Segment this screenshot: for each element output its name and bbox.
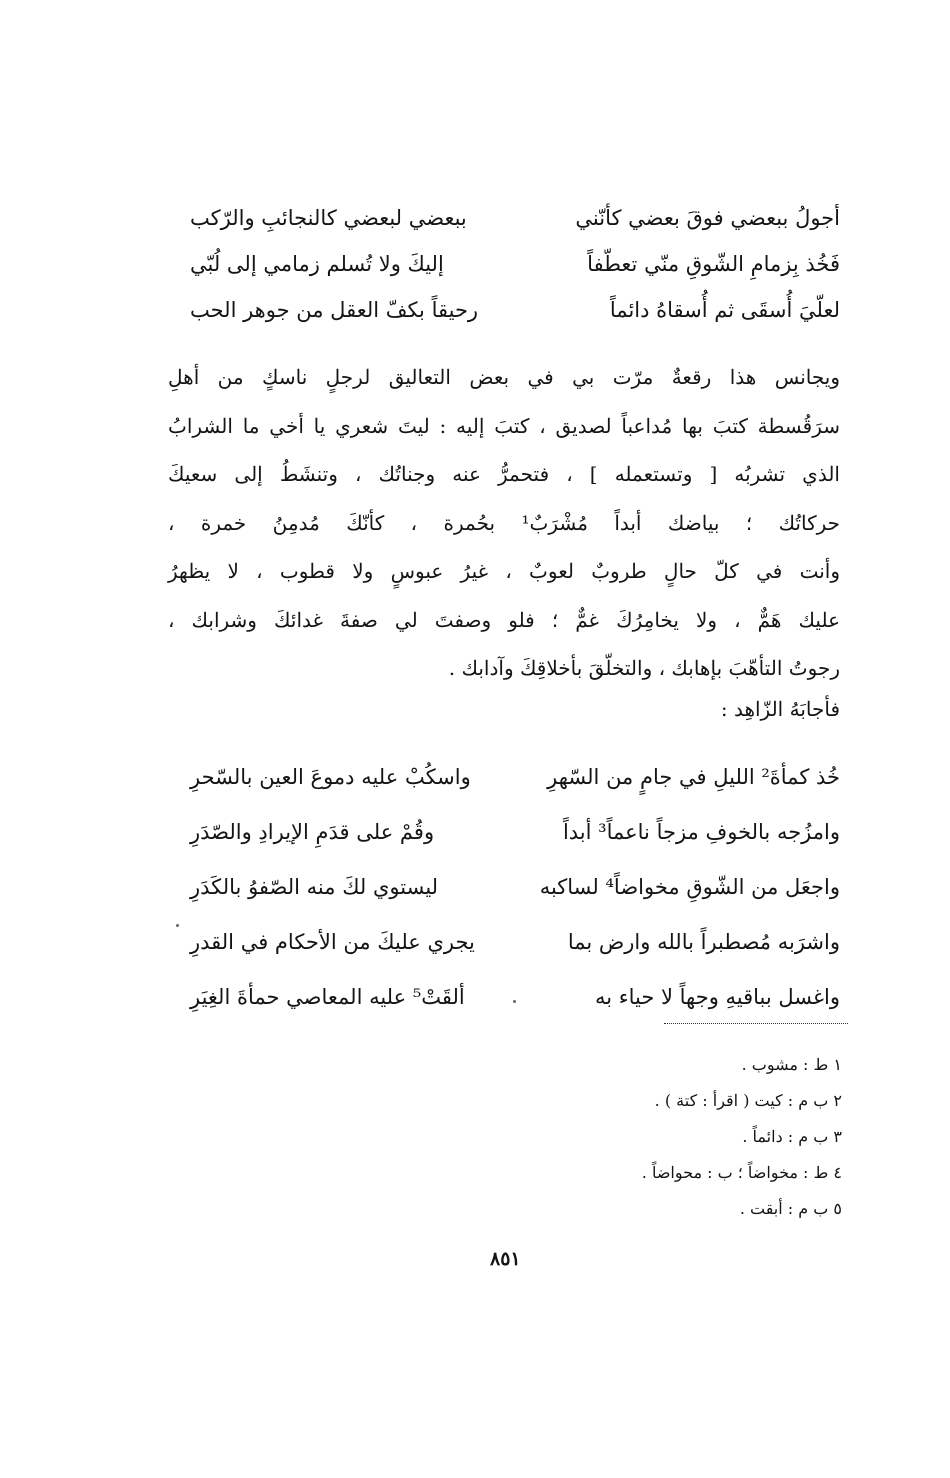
print-speck bbox=[513, 1000, 516, 1003]
prose-line: حركاتُك ؛ بياضك أبداً مُشْرَبٌ¹ بحُمرة ، كأنّكَ مُدمِنُ خمرة ، bbox=[168, 510, 841, 535]
verse bbox=[190, 750, 840, 805]
prose-paragraph bbox=[168, 353, 840, 693]
verse-second-hemistich: رحيقاً بكفّ العقل من جوهر الحب bbox=[190, 298, 479, 322]
verse-first-hemistich: واجعَل من الشّوقِ مخواضاً⁴ لساكبه bbox=[539, 875, 840, 899]
verse bbox=[190, 970, 840, 1025]
verse-second-hemistich: واسكُبْ عليه دموعَ العين بالسّحرِ bbox=[190, 765, 471, 789]
verse-second-hemistich: إليكَ ولا تُسلم زمامي إلى لُبّي bbox=[190, 252, 444, 276]
prose-line: وأنت في كلّ حالٍ طروبٌ لعوبٌ ، غيرُ عبوسٍ ولا قطوب ، لا يظهرُ bbox=[168, 559, 840, 583]
verse-second-hemistich: ليستوي لكَ منه الصّفوُ بالكَدَرِ bbox=[190, 875, 439, 899]
page-number: ٨٥١ bbox=[490, 1248, 521, 1270]
footnote: ٢ ب م : كيت ( اقرأ : كتة ) . bbox=[654, 1091, 842, 1110]
verse-first-hemistich: واغسل بباقيهِ وجهاً لا حياء به bbox=[594, 985, 840, 1009]
footnote: ١ ط : مشوب . bbox=[741, 1055, 842, 1074]
footnote: ٣ ب م : دائماً . bbox=[742, 1127, 842, 1146]
verse-first-hemistich: فَخُذ بِزمامِ الشّوقِ منّي تعطّفاً bbox=[587, 252, 840, 276]
verse-second-hemistich: يجري عليكَ من الأحكام في القدرِ bbox=[190, 930, 475, 954]
verse bbox=[190, 915, 840, 970]
prose-line: الذي تشربُه [ وتستعمله ] ، فتحمرُّ عنه وجناتُك ، وتنشَطُ إلى سعيكَ bbox=[168, 462, 840, 486]
verse-first-hemistich: وامزُجه بالخوفِ مزجاً ناعماً³ أبداً bbox=[562, 820, 840, 844]
poem-top bbox=[190, 195, 840, 333]
verse bbox=[190, 195, 840, 241]
verse-second-hemistich: ألقَتْ⁵ عليه المعاصي حمأةَ الغِيَرِ bbox=[190, 985, 465, 1009]
verse bbox=[190, 860, 840, 915]
footnote-divider bbox=[664, 1023, 848, 1024]
verse-first-hemistich: لعلّيَ أُسقَى ثم أُسقاهُ دائماً bbox=[609, 298, 840, 322]
verse bbox=[190, 241, 840, 287]
verse-first-hemistich: واشرَبه مُصطبراً بالله وارض بما bbox=[567, 930, 840, 954]
prose-line: رجوتُ التأهّبَ بإهابك ، والتخلّقَ بأخلاقِكَ وآدابك . bbox=[448, 656, 840, 680]
footnote: ٥ ب م : أبقت . bbox=[739, 1199, 842, 1218]
verse bbox=[190, 805, 840, 860]
verse-second-hemistich: ببعضي لبعضي كالنجائبِ والرّكب bbox=[190, 206, 467, 230]
verse bbox=[190, 287, 840, 333]
prose-line: ويجانس هذا رقعةٌ مرّت بي في بعض التعاليق لرجلٍ ناسكٍ من أهلِ bbox=[168, 365, 840, 389]
print-speck bbox=[176, 924, 179, 927]
prose-line: عليك هَمٌّ ، ولا يخامِرُكَ غمٌّ ؛ فلو وصفتَ لي صفةَ غدائكَ وشرابك ، bbox=[168, 607, 840, 632]
footnotes bbox=[642, 1047, 842, 1227]
footnote: ٤ ط : مخواضاً ؛ ب : محواضاً . bbox=[641, 1163, 842, 1182]
verse-second-hemistich: وقُمْ على قدَمِ الإيرادِ والصّدَرِ bbox=[190, 820, 435, 844]
prose-line: سرَقُسطة كتبَ بها مُداعباً لصديق ، كتبَ إليه : ليتَ شعري يا أخي ما الشرابُ bbox=[168, 413, 840, 438]
answer-intro: فأجابَهُ الزّاهِد : bbox=[720, 697, 840, 721]
verse-first-hemistich: أجولُ ببعضي فوقَ بعضي كأنّني bbox=[575, 206, 840, 230]
verse-first-hemistich: خُذ كمأةَ² الليلِ في جامٍ من السّهرِ bbox=[547, 765, 840, 789]
poem-bottom bbox=[190, 750, 840, 1025]
